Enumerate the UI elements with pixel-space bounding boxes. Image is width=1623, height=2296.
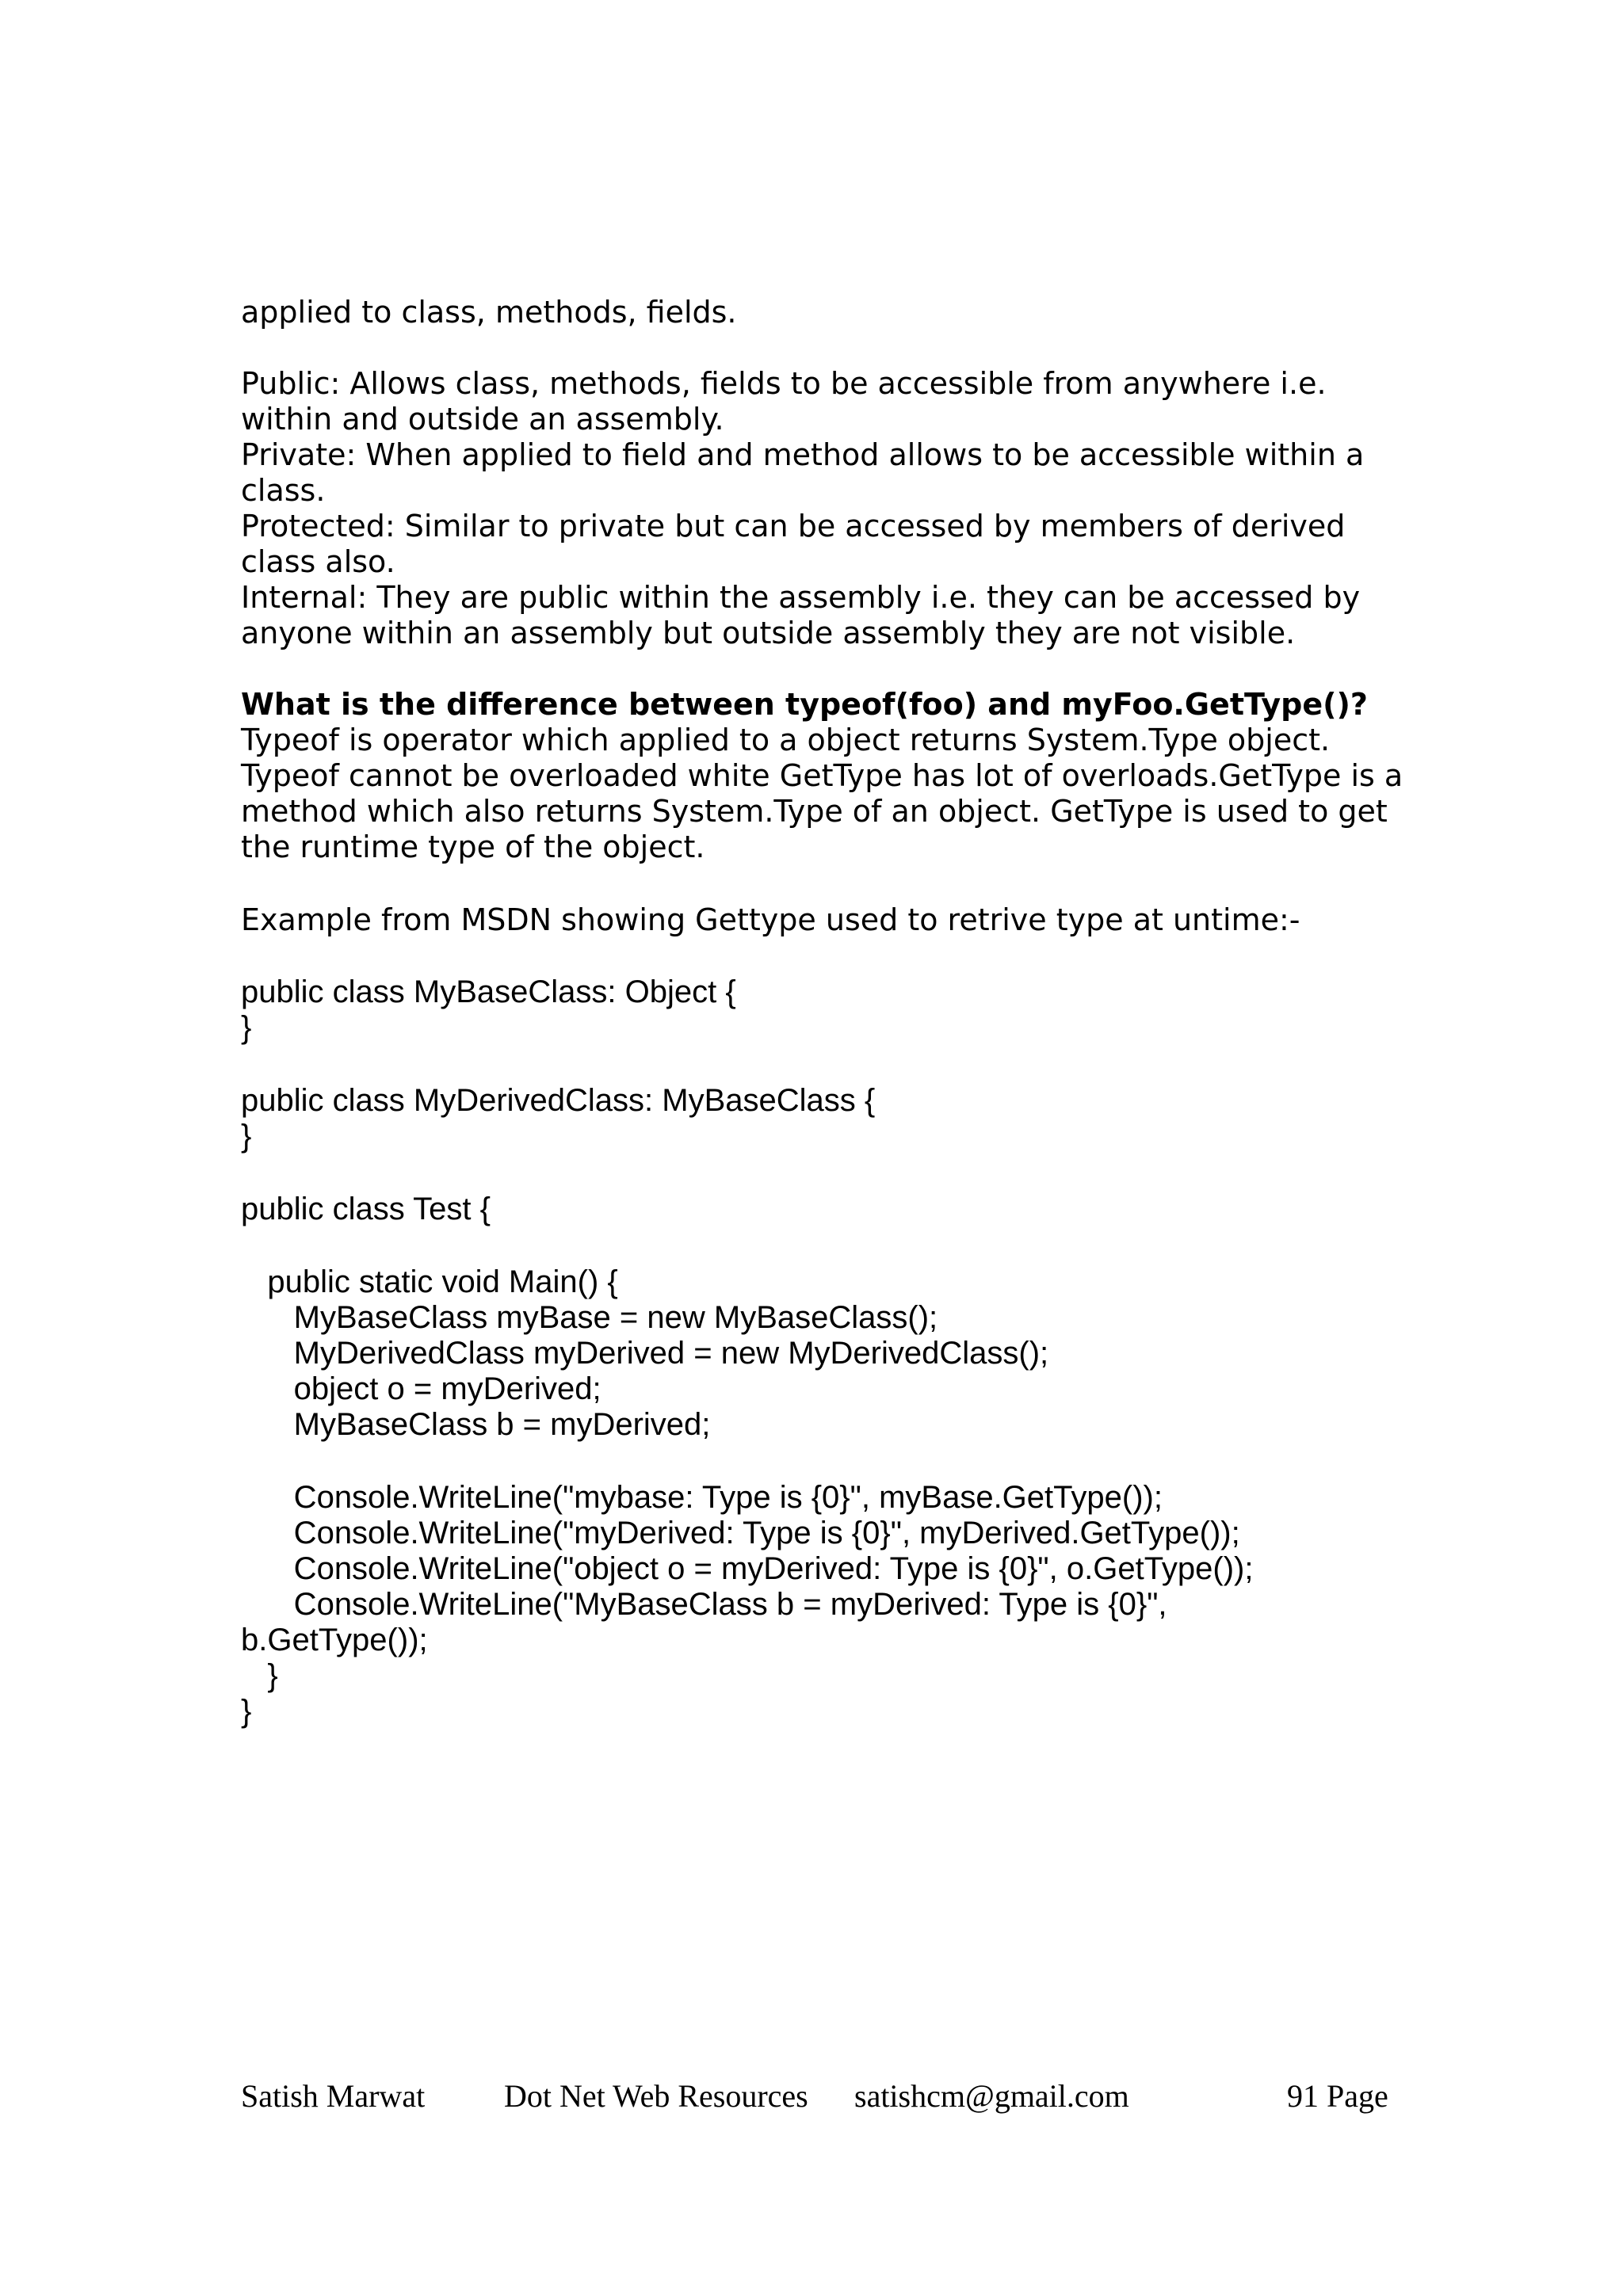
answer-line-1: Typeof is operator which applied to a object returns System.Type object. — [241, 723, 1331, 757]
answer-line-2: Typeof cannot be overloaded white GetType has lot of overloads.GetType is a — [241, 758, 1403, 793]
code-line: Console.WriteLine("object o = myDerived: Type is {0}", o.GetType()); — [241, 1551, 1254, 1586]
code-line: Console.WriteLine("MyBaseClass b = myDerived: Type is {0}", — [241, 1587, 1167, 1622]
footer-author: Satish Marwat — [241, 2078, 426, 2114]
protected-modifier-line-2: class also. — [241, 544, 395, 579]
question-heading: What is the difference between typeof(foo) and myFoo.GetType()? — [241, 687, 1368, 722]
code-line: public static void Main() { — [241, 1264, 618, 1299]
internal-modifier-line-2: anyone within an assembly but outside assembly they are not visible. — [241, 616, 1296, 650]
code-line: } — [241, 1658, 278, 1693]
public-modifier-line-1: Public: Allows class, methods, fields to be accessible from anywhere i.e. — [241, 366, 1327, 401]
code-line: Console.WriteLine("mybase: Type is {0}", myBase.GetType()); — [241, 1480, 1163, 1515]
code-line: MyDerivedClass myDerived = new MyDerivedClass(); — [241, 1336, 1049, 1371]
code-line: public class MyDerivedClass: MyBaseClass { — [241, 1083, 876, 1118]
code-line: b.GetType()); — [241, 1623, 428, 1657]
internal-modifier-line-1: Internal: They are public within the assembly i.e. they can be accessed by — [241, 580, 1361, 615]
public-modifier-line-2: within and outside an assembly. — [241, 402, 724, 437]
code-line: MyBaseClass b = myDerived; — [241, 1407, 711, 1442]
code-line: object o = myDerived; — [241, 1371, 601, 1406]
example-intro: Example from MSDN showing Gettype used to retrive type at untime:- — [241, 902, 1300, 937]
answer-line-4: the runtime type of the object. — [241, 830, 705, 864]
code-line: public class MyBaseClass: Object { — [241, 974, 736, 1009]
footer-email: satishcm@gmail.com — [854, 2078, 1129, 2114]
code-line: public class Test { — [241, 1192, 491, 1226]
code-line: MyBaseClass myBase = new MyBaseClass(); — [241, 1300, 938, 1335]
intro-text: applied to class, methods, fields. — [241, 295, 737, 330]
private-modifier-line-2: class. — [241, 473, 326, 508]
code-line: Console.WriteLine("myDerived: Type is {0}", myDerived.GetType()); — [241, 1516, 1240, 1550]
footer-page-number: 91 Page — [1287, 2078, 1388, 2114]
code-line: } — [241, 1119, 252, 1154]
answer-line-3: method which also returns System.Type of an object. GetType is used to get — [241, 794, 1388, 829]
code-line: } — [241, 1694, 252, 1729]
protected-modifier-line-1: Protected: Similar to private but can be accessed by members of derived — [241, 509, 1346, 543]
code-line: } — [241, 1010, 252, 1045]
private-modifier-line-1: Private: When applied to field and method allows to be accessible within a — [241, 437, 1365, 472]
footer-site: Dot Net Web Resources — [504, 2078, 808, 2114]
